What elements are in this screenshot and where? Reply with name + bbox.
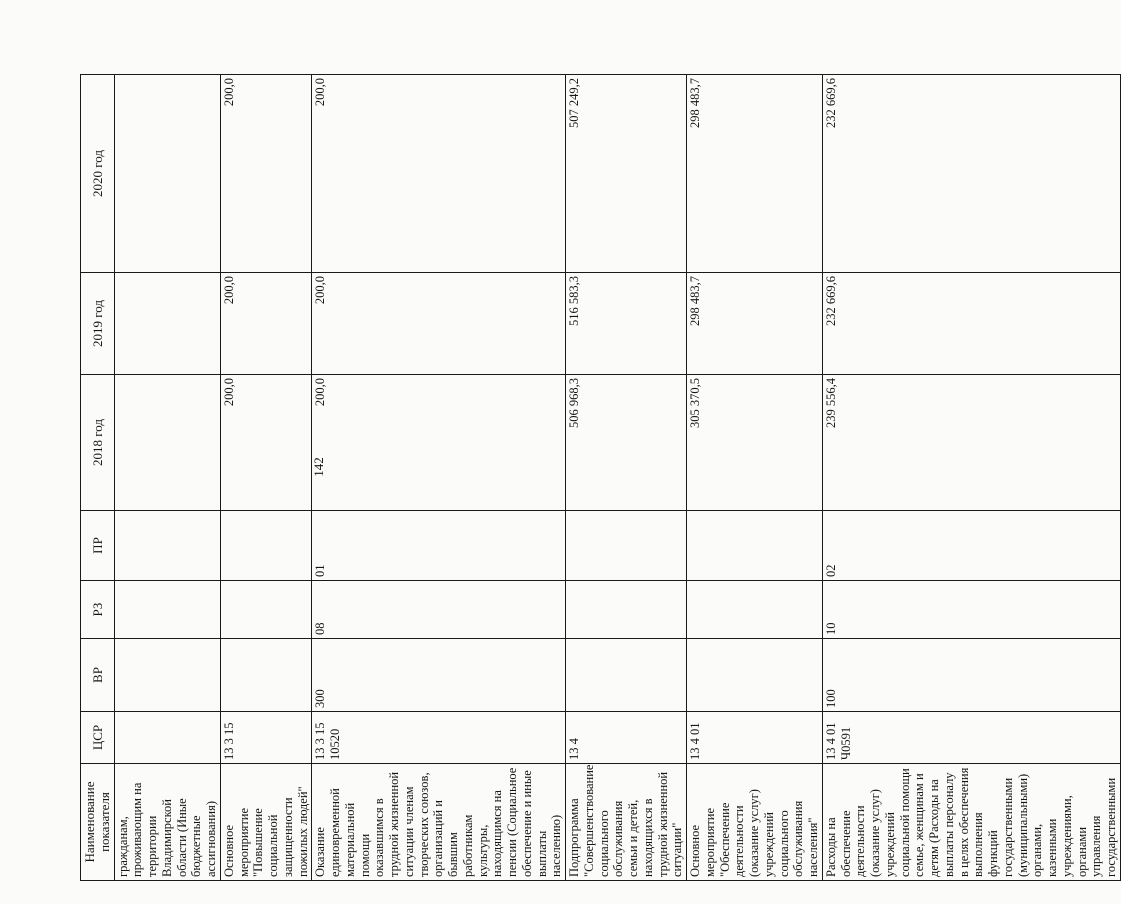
row-vr [220, 639, 312, 712]
budget-table [80, 74, 1121, 881]
row-vr: 300 [312, 639, 566, 712]
row-rz: 10 [822, 581, 1120, 639]
row-2019: 200,0 [312, 273, 566, 375]
header-row [81, 75, 115, 881]
row-2018: 305 370,5 [687, 375, 823, 511]
row-rz [220, 581, 312, 639]
row-pr [114, 511, 220, 581]
table-row [114, 75, 220, 881]
row-pr [687, 511, 823, 581]
row-2018: 200,0 [312, 375, 566, 511]
row-2020: 200,0 [220, 75, 312, 273]
row-vr [687, 639, 823, 712]
row-name: Основное мероприятие "Повышение социальной защищенности пожилых людей" [220, 764, 312, 881]
row-pr: 02 [822, 511, 1120, 581]
row-csr: 13 3 15 [220, 712, 312, 764]
row-csr: 13 4 01 [687, 712, 823, 764]
row-2020: 232 669,6 [822, 75, 1120, 273]
row-rz [687, 581, 823, 639]
row-2020: 298 483,7 [687, 75, 823, 273]
table-row [687, 75, 823, 881]
row-2018 [114, 375, 220, 511]
row-2018: 506 968,3 [566, 375, 687, 511]
row-2020 [114, 75, 220, 273]
row-pr: 01 [312, 511, 566, 581]
row-vr: 100 [822, 639, 1120, 712]
table-row [312, 75, 566, 881]
table-row [566, 75, 687, 881]
row-name: Подпрограмма "Совершенствование социального обслуживания семьи и детей, находящихся в трудной жизненной ситуации" [566, 764, 687, 881]
row-2019: 516 583,3 [566, 273, 687, 375]
row-name: Основное мероприятие "Обеспечение деятельности (оказание услуг) учреждений социального обслуживания населения" [687, 764, 823, 881]
row-2020: 200,0 [312, 75, 566, 273]
row-2018: 200,0 [220, 375, 312, 511]
table-row [220, 75, 312, 881]
header-2020: 2020 год [81, 75, 115, 273]
header-csr: ЦСР [81, 712, 115, 764]
row-vr [114, 639, 220, 712]
row-2019 [114, 273, 220, 375]
header-2018: 2018 год [81, 375, 115, 511]
row-rz: 08 [312, 581, 566, 639]
page-number-text: 142 [311, 457, 326, 477]
row-name: Расходы на обеспечение деятельности (оказание услуг) учреждений социальной помощи семье, женщинам и детям (Расходы на выплаты персоналу в целях обеспечения выполнения функций государственными (муниципальными) органами, казенными учреждениями, органами управления государственными [822, 764, 1120, 881]
header-name: Наименование показателя [81, 764, 115, 881]
row-csr [114, 712, 220, 764]
row-2018: 239 556,4 [822, 375, 1120, 511]
row-2019: 298 483,7 [687, 273, 823, 375]
row-csr: 13 4 01 Ч0591 [822, 712, 1120, 764]
header-2019: 2019 год [81, 273, 115, 375]
header-rz: РЗ [81, 581, 115, 639]
row-csr: 13 3 15 10520 [312, 712, 566, 764]
row-pr [220, 511, 312, 581]
row-vr [566, 639, 687, 712]
row-2019: 232 669,6 [822, 273, 1120, 375]
row-name: гражданам, проживающим на территории Владимирской области (Иные бюджетные ассигнования) [114, 764, 220, 881]
row-rz [114, 581, 220, 639]
row-rz [566, 581, 687, 639]
row-name: Оказание единовременной материальной помощи оказавшимся в трудной жизненной ситуации членам творческих союзов, организаций и бывшим работникам культуры, находящимся на пенсии (Социальное обеспечение и иные выплаты населению) [312, 764, 566, 881]
budget-table-container [80, 75, 1119, 881]
header-pr: ПР [81, 511, 115, 581]
row-2019: 200,0 [220, 273, 312, 375]
table-row [822, 75, 1120, 881]
row-2020: 507 249,2 [566, 75, 687, 273]
row-csr: 13 4 [566, 712, 687, 764]
header-vr: ВР [81, 639, 115, 712]
row-pr [566, 511, 687, 581]
